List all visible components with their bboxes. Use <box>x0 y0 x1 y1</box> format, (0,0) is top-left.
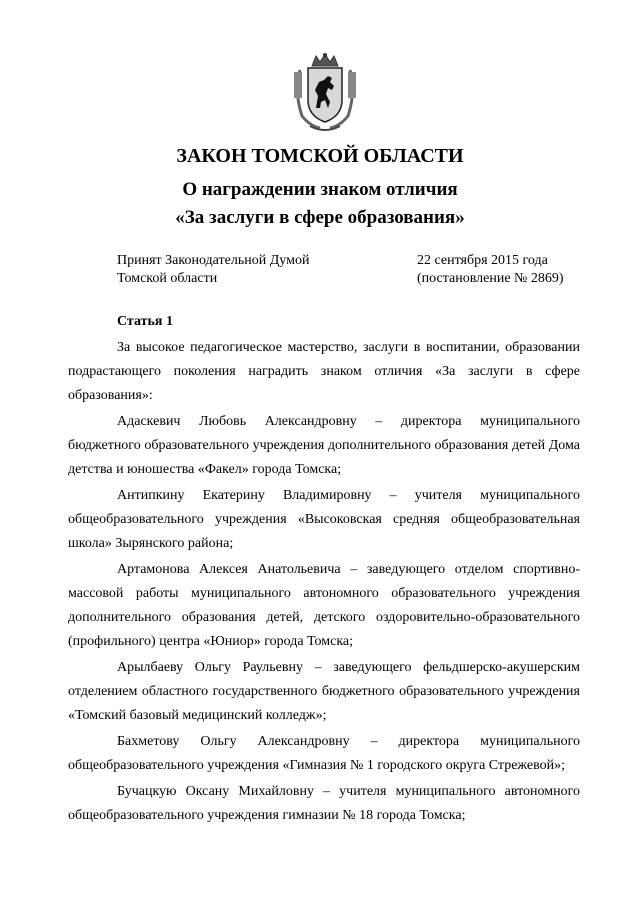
article-heading: Статья 1 <box>117 314 173 329</box>
paragraph: Артамонова Алексея Анатольевича – заведующего отделом спортивно-массовой работы муниципального автономного образовательного учреждения дополнительного образования детей, детского оздоровительно-образовательного (профильного) центра «Юниор» города Томска; <box>68 562 580 649</box>
paragraph: Адаскевич Любовь Александровну – директора муниципального бюджетного образовательного учреждения дополнительного образования детей Дома детства и юношества «Факел» города Томска; <box>68 414 580 477</box>
adoption-info <box>117 252 309 288</box>
paragraph: Бучацкую Оксану Михайловну – учителя муниципального автономного общеобразовательного учреждения гимназии № 18 города Томска; <box>68 784 580 823</box>
paragraph: Антипкину Екатерину Владимировну – учителя муниципального общеобразовательного учреждения «Высоковская средняя общеобразовательная школа» Зырянского района; <box>68 488 580 551</box>
law-subtitle-line-1: О награждении знаком отличия <box>182 179 458 200</box>
adopted-by-line-2: Томской области <box>117 271 218 286</box>
paragraph: Бахметову Ольгу Александровну – директора муниципального общеобразовательного учреждения «Гимназия № 1 городского округа Стрежевой»; <box>68 734 580 773</box>
law-subtitle-line-2: «За заслуги в сфере образования» <box>175 207 465 228</box>
law-title: ЗАКОН ТОМСКОЙ ОБЛАСТИ <box>176 145 464 167</box>
adopted-by-line-1: Принят Законодательной Думой <box>117 253 310 268</box>
tomsk-oblast-coat-of-arms-icon <box>290 52 360 134</box>
adoption-date-info <box>417 252 564 288</box>
paragraph: За высокое педагогическое мастерство, заслуги в воспитании, образовании подрастающего поколения наградить знаком отличия «За заслуги в сфере образования»: <box>68 340 580 403</box>
adoption-date: 22 сентября 2015 года <box>417 253 548 268</box>
article-body <box>68 336 580 830</box>
resolution-number: (постановление № 2869) <box>417 271 564 286</box>
paragraph: Арылбаеву Ольгу Раульевну – заведующего фельдшерско-акушерским отделением областного государственного бюджетного образовательного учреждения «Томский базовый медицинский колледж»; <box>68 660 580 723</box>
